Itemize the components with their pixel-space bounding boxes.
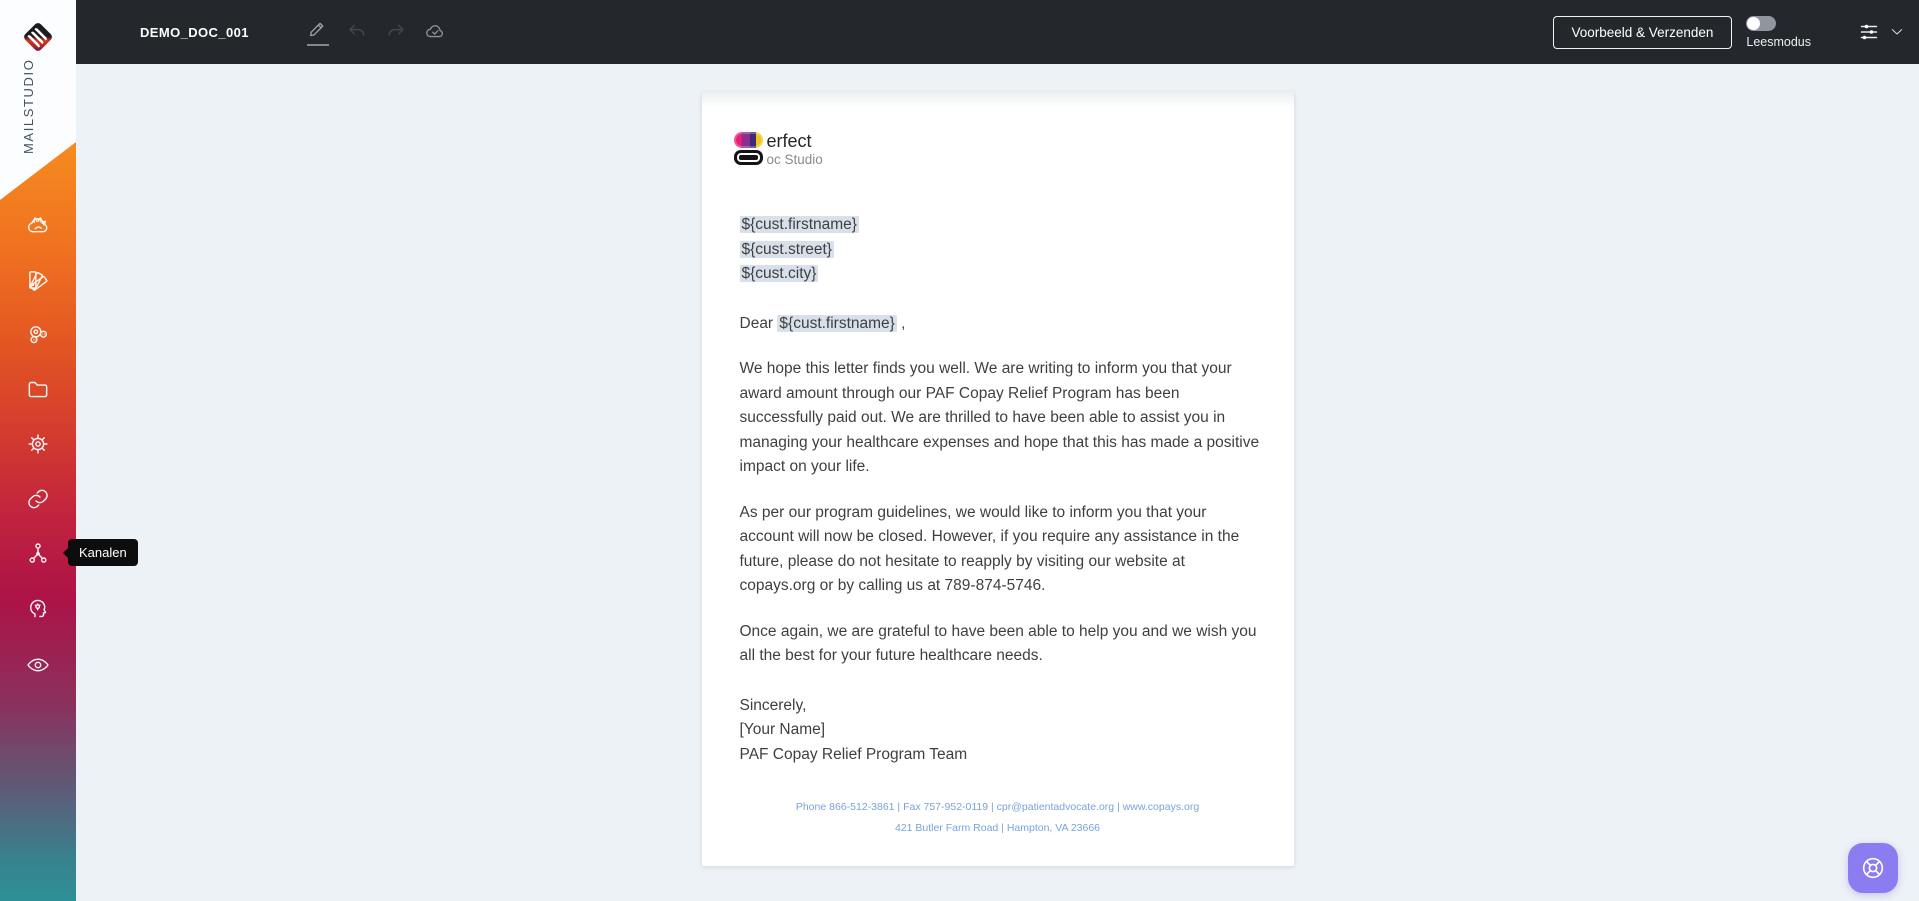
salutation-prefix: Dear: [739, 314, 778, 332]
letter-paragraph: Once again, we are grateful to have been able to help you and we wish you all the best for your future healthcare needs.: [739, 622, 1257, 664]
placeholder-city[interactable]: ${cust.city}: [741, 265, 817, 282]
color-swatches-icon[interactable]: [25, 267, 51, 293]
kanalen-tooltip: Kanalen: [68, 539, 138, 566]
channels-network-icon[interactable]: [25, 540, 51, 566]
letter-paragraph: As per our program guidelines, we would like to inform you that your account will now be closed. However, if you require any assistance in the future, please do not hesitate to reapply by visiting our website at copays.org or by calling us at 789-874-5746.: [739, 503, 1240, 594]
letter-paragraph: We hope this letter finds you well. We are writing to inform you that your award amount through our PAF Copay Relief Program has been successfully paid out. We are thrilled to have been able to assist you in managing your healthcare expenses and hope that this has made a positive impact on your life.: [739, 360, 1260, 475]
read-mode-control: [1746, 16, 1811, 49]
document-title: DEMO_DOC_001: [140, 24, 249, 40]
perfect-doc-studio-logo: [734, 132, 1256, 167]
folder-icon[interactable]: [25, 376, 51, 402]
letter-footer: [702, 797, 1294, 839]
salutation-suffix: ,: [896, 314, 906, 332]
read-mode-toggle[interactable]: [1746, 16, 1776, 31]
address-block: [740, 213, 1256, 287]
help-support-button[interactable]: [1848, 843, 1898, 893]
topbar-toolbar: [307, 19, 446, 46]
read-mode-label: Leesmodus: [1746, 34, 1811, 49]
preview-eye-icon[interactable]: [25, 652, 51, 678]
undo-icon[interactable]: [346, 21, 368, 43]
signature-line: PAF Copay Relief Program Team: [739, 745, 968, 763]
signature-block: [740, 694, 1256, 768]
molecule-icon[interactable]: [25, 321, 51, 347]
sliders-filter-icon[interactable]: [1857, 20, 1881, 44]
footer-address-line: 421 Butler Farm Road | Hampton, VA 23666: [894, 822, 1101, 834]
design-brush-cloud-icon[interactable]: [25, 212, 51, 238]
lifebuoy-icon: [1859, 854, 1887, 882]
redo-icon[interactable]: [385, 21, 407, 43]
letter-page[interactable]: [702, 92, 1294, 866]
brand-diamond-logo[interactable]: [22, 21, 54, 53]
svg-text:H: H: [32, 337, 36, 342]
placeholder-firstname[interactable]: ${cust.firstname}: [741, 216, 857, 233]
chevron-down-icon[interactable]: [1889, 24, 1905, 40]
toggle-knob: [1747, 17, 1760, 30]
preview-send-button[interactable]: Voorbeeld & Verzenden: [1553, 16, 1733, 49]
placeholder-salutation-firstname[interactable]: ${cust.firstname}: [779, 314, 895, 332]
logo-text-line1: erfect: [766, 131, 812, 151]
sidebar: [0, 0, 76, 901]
salutation-line: [740, 312, 1256, 337]
document-canvas: [76, 64, 1919, 901]
idea-head-icon[interactable]: [25, 595, 51, 621]
brand-name: MAILSTUDIO: [21, 58, 36, 154]
link-icon[interactable]: [25, 486, 51, 512]
logo-text-line2: oc Studio: [766, 152, 823, 167]
edit-pencil-icon[interactable]: [307, 19, 329, 46]
signature-line: [Your Name]: [739, 721, 826, 738]
settings-gear-icon[interactable]: [25, 431, 51, 457]
cloud-saved-icon[interactable]: [424, 21, 446, 43]
logo-glyphs: [734, 132, 764, 165]
footer-contact-line: Phone 866-512-3861 | Fax 757-952-0119 | cpr@patientadvocate.org | www.copays.org: [795, 801, 1200, 813]
signature-line: Sincerely,: [739, 696, 807, 714]
svg-text:H: H: [42, 332, 45, 337]
placeholder-street[interactable]: ${cust.street}: [741, 240, 832, 258]
topbar: [76, 0, 1919, 64]
